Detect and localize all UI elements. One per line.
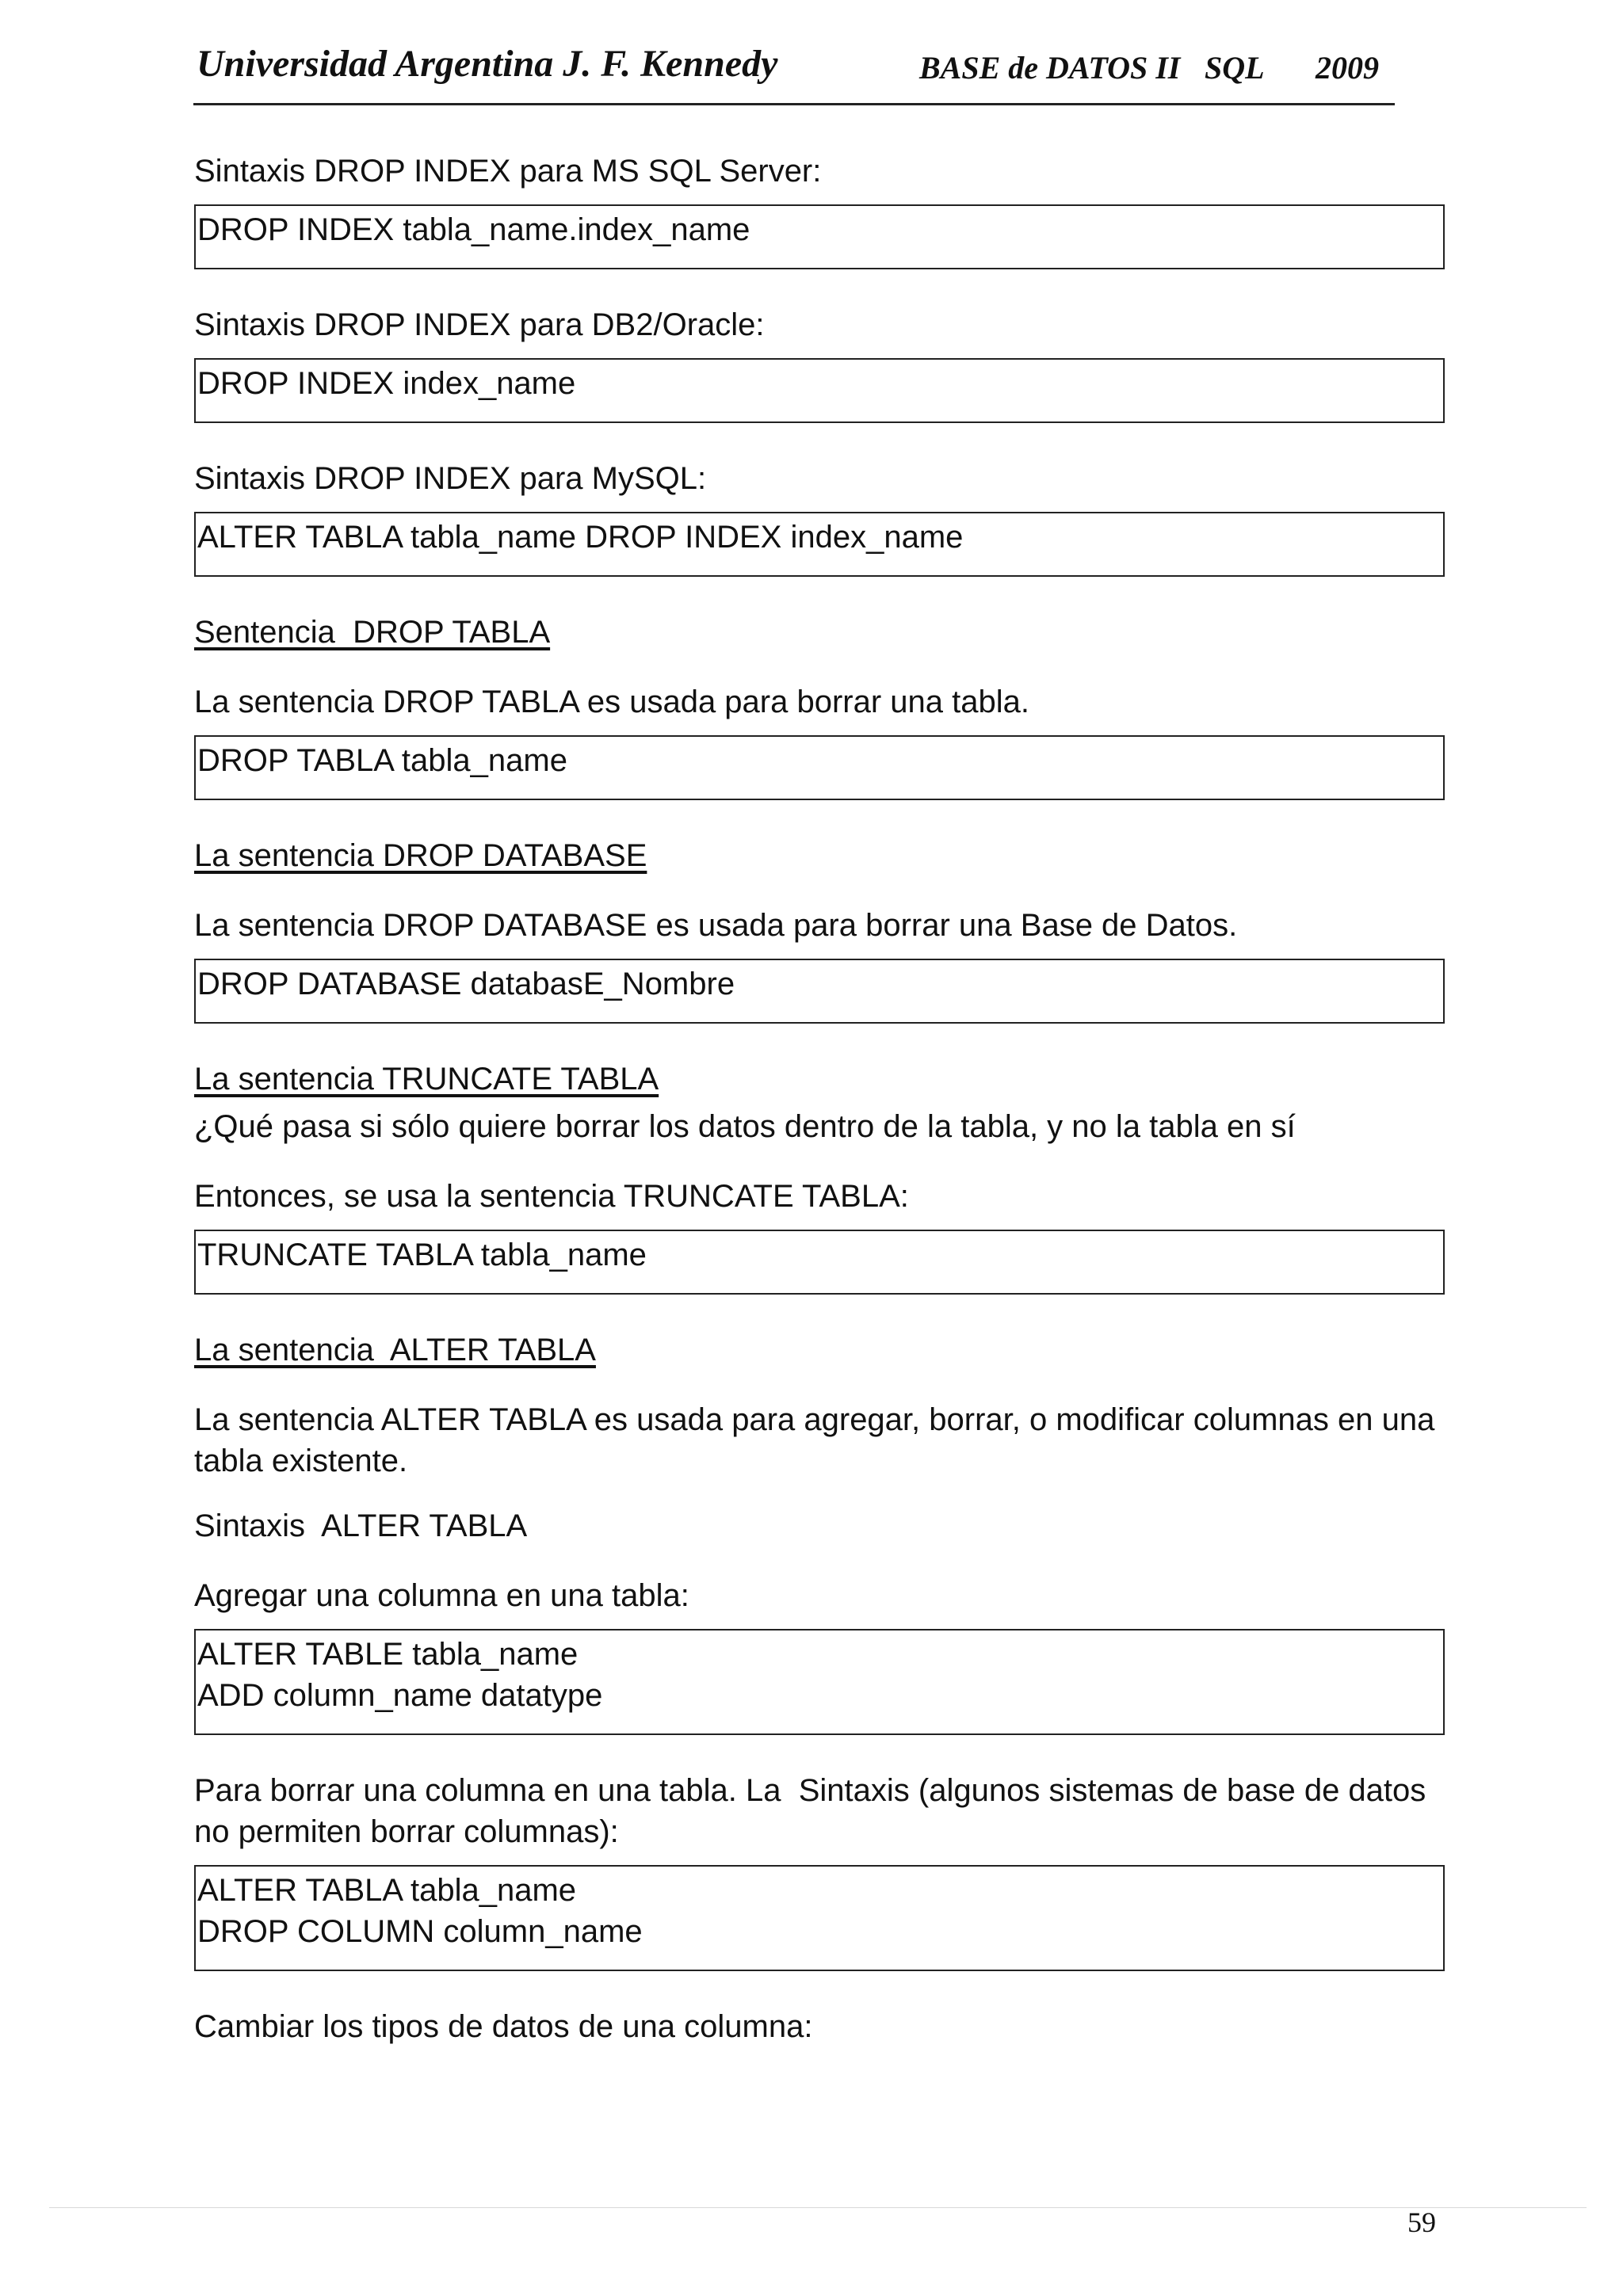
- truncate-desc: Entonces, se usa la sentencia TRUNCATE TABLA:: [194, 1179, 909, 1214]
- truncate-code-box: [194, 1230, 1445, 1295]
- header-university: Universidad Argentina J. F. Kennedy: [197, 43, 778, 85]
- drop-index-db2-code-box: [194, 358, 1445, 423]
- drop-column-code-box: [194, 1865, 1445, 1971]
- code-line: DROP DATABASE databasE_Nombre: [197, 967, 735, 1001]
- change-type-label: Cambiar los tipos de datos de una columna:: [194, 2009, 813, 2044]
- code-line: DROP TABLA tabla_name: [197, 743, 567, 778]
- add-column-label: Agregar una columna en una tabla:: [194, 1578, 689, 1613]
- truncate-question: ¿Qué pasa si sólo quiere borrar los datos dentro de la tabla, y no la tabla en sí: [194, 1109, 1296, 1144]
- drop-index-mssql-label: Sintaxis DROP INDEX para MS SQL Server:: [194, 154, 822, 189]
- code-line: DROP INDEX tabla_name.index_name: [197, 212, 750, 247]
- page-header: [193, 38, 1395, 105]
- drop-database-desc: La sentencia DROP DATABASE es usada para borrar una Base de Datos.: [194, 908, 1238, 943]
- drop-column-desc: Para borrar una columna en una tabla. La Sintaxis (algunos sistemas de base de datos no permiten borrar columnas):: [194, 1773, 1435, 1849]
- header-topic: SQL: [1205, 50, 1265, 86]
- footer-divider: [49, 2207, 1587, 2208]
- drop-index-mysql-label: Sintaxis DROP INDEX para MySQL:: [194, 461, 707, 496]
- code-line: ALTER TABLA tabla_name DROP INDEX index_name: [197, 520, 964, 555]
- add-column-code-box: [194, 1629, 1445, 1735]
- drop-table-heading: Sentencia DROP TABLA: [194, 615, 551, 650]
- alter-syntax-label: Sintaxis ALTER TABLA: [194, 1508, 528, 1543]
- page-number: 59: [1407, 2206, 1436, 2238]
- drop-table-code-box: [194, 735, 1445, 800]
- page-content: [194, 151, 1445, 2061]
- alter-heading: La sentencia ALTER TABLA: [194, 1333, 596, 1367]
- alter-desc: La sentencia ALTER TABLA es usada para agregar, borrar, o modificar columnas en una tabla existente.: [194, 1402, 1435, 1478]
- drop-index-mysql-code-box: [194, 512, 1445, 577]
- code-line: DROP COLUMN column_name: [197, 1914, 643, 1949]
- code-line: TRUNCATE TABLA tabla_name: [197, 1238, 647, 1272]
- drop-index-db2-label: Sintaxis DROP INDEX para DB2/Oracle:: [194, 307, 765, 342]
- drop-index-mssql-code-box: [194, 204, 1445, 269]
- header-year: 2009: [1316, 50, 1379, 86]
- code-line: ALTER TABLE tabla_name: [197, 1637, 579, 1672]
- code-line: ALTER TABLA tabla_name: [197, 1873, 577, 1908]
- code-line: DROP INDEX index_name: [197, 366, 576, 401]
- truncate-heading: La sentencia TRUNCATE TABLA: [194, 1062, 659, 1097]
- drop-database-code-box: [194, 959, 1445, 1024]
- drop-database-heading: La sentencia DROP DATABASE: [194, 838, 647, 873]
- drop-table-desc: La sentencia DROP TABLA es usada para borrar una tabla.: [194, 685, 1029, 719]
- code-line: ADD column_name datatype: [197, 1678, 603, 1713]
- header-course: BASE de DATOS II: [919, 50, 1181, 86]
